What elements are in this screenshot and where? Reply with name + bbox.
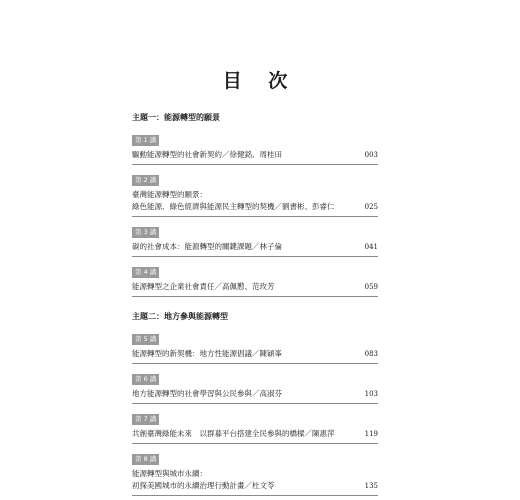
toc-entry[interactable] <box>132 241 378 257</box>
toc-entry-title: 能源轉型的新契機：地方性能源倡議／陳穎峯 <box>132 349 282 358</box>
page-number: 025 <box>364 203 378 211</box>
page-number: 103 <box>364 390 378 398</box>
toc-entry-title: 綠色能源、綠色經濟與能源民主轉型的契機／劉書彬、彭睿仁 <box>132 202 335 211</box>
toc-entry-line <box>132 480 378 492</box>
toc-entry-line <box>132 468 378 480</box>
toc-entry-title: 地方能源轉型的社會學習與公民參與／高淑芬 <box>132 389 282 398</box>
toc-entry-line <box>132 201 378 213</box>
toc-entry[interactable] <box>132 149 378 165</box>
toc-entry-title: 碳的社會成本：能源轉型的關鍵課題／林子倫 <box>132 242 282 251</box>
toc-entry-title: 驅動能源轉型的社會新契約／徐健銘、周桂田 <box>132 150 282 159</box>
section-heading: 主題二：地方參與能源轉型 <box>132 312 228 321</box>
toc-entry-line <box>132 281 378 293</box>
page-title: 目 次 <box>222 70 298 92</box>
toc-entry[interactable] <box>132 348 378 364</box>
toc-entry-line <box>132 241 378 253</box>
toc-entry-title: 能源轉型之企業社會責任／高佩懃、范玫芳 <box>132 282 275 291</box>
lecture-number-tag: 第 8 講 <box>132 454 159 465</box>
lecture-number-tag: 第 5 講 <box>132 334 159 345</box>
lecture-number-tag: 第 3 講 <box>132 227 159 238</box>
page-number: 119 <box>364 430 378 438</box>
page-number: 135 <box>364 482 378 490</box>
toc-entry-line <box>132 149 378 161</box>
toc-entry[interactable] <box>132 428 378 444</box>
toc-entry-line <box>132 388 378 400</box>
toc-entry[interactable] <box>132 468 378 496</box>
toc-entry-line <box>132 428 378 440</box>
toc-entry[interactable] <box>132 189 378 217</box>
lecture-number-tag: 第 7 講 <box>132 414 159 425</box>
toc-entry[interactable] <box>132 388 378 404</box>
page-number: 003 <box>364 151 378 159</box>
lecture-number-tag: 第 6 講 <box>132 374 159 385</box>
page-number: 041 <box>364 243 378 251</box>
toc-entry-line <box>132 189 378 201</box>
lecture-number-tag: 第 2 講 <box>132 175 159 186</box>
table-of-contents <box>132 112 378 498</box>
toc-entry-title: 能源轉型與城市永續： <box>132 469 207 478</box>
page-number: 083 <box>364 350 378 358</box>
toc-entry[interactable] <box>132 281 378 297</box>
lecture-number-tag: 第 4 講 <box>132 267 159 278</box>
toc-entry-title: 臺灣能源轉型的願景： <box>132 190 207 199</box>
section-heading: 主題一：能源轉型的願景 <box>132 113 220 122</box>
lecture-number-tag: 第 1 講 <box>132 135 159 146</box>
toc-entry-title: 初探美國城市的永續治理行動計畫／杜文苓 <box>132 481 275 490</box>
toc-entry-title: 共創臺灣綠能未來 以群募平台搭建全民參與的橋樑／陳惠萍 <box>132 429 335 438</box>
page-number: 059 <box>364 283 378 291</box>
toc-entry-line <box>132 348 378 360</box>
